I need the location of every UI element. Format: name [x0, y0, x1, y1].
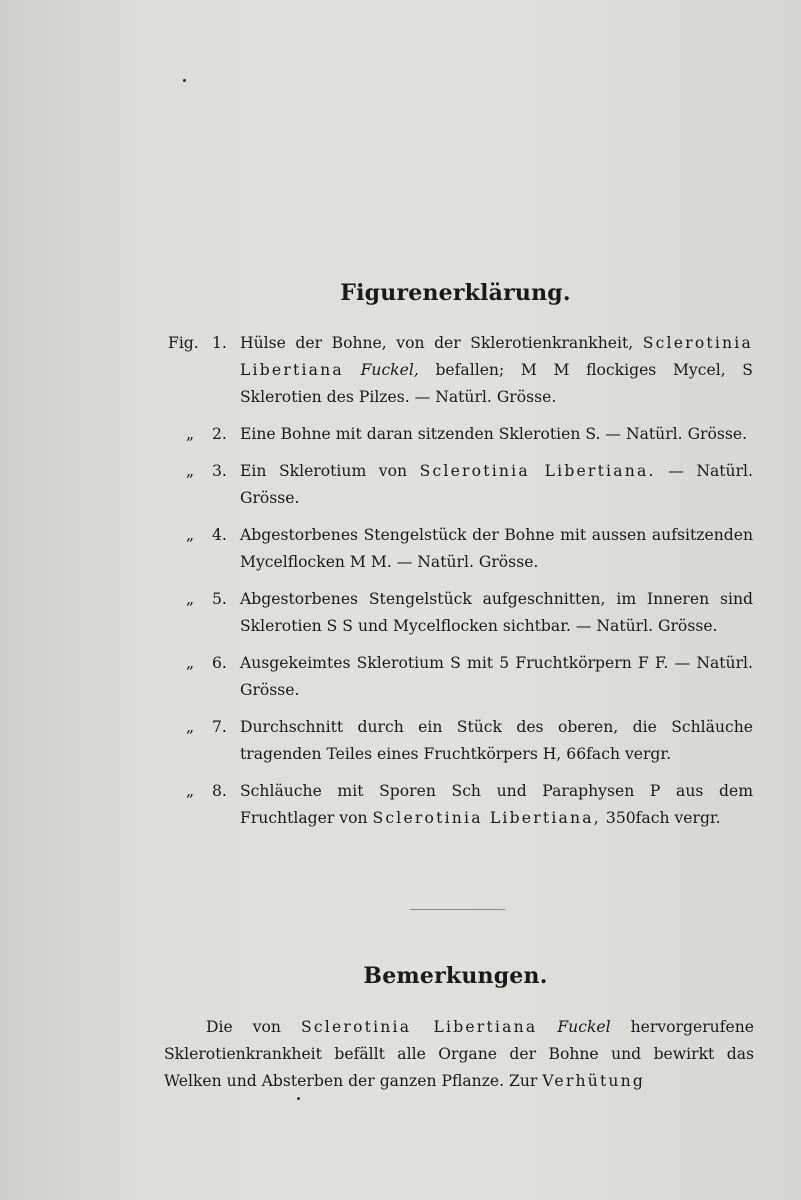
text-run: Fuckel,: [360, 361, 419, 379]
figure-lead: Fig.: [168, 334, 199, 352]
figure-lead: „: [186, 462, 195, 480]
figure-description: [240, 586, 753, 640]
figure-number: 5.: [212, 590, 227, 608]
figure-caption-item: [168, 586, 753, 640]
figure-number: 4.: [212, 526, 227, 544]
text-run: Schläuche mit Sporen Sch und Paraphysen P aus dem Fruchtlager von: [240, 782, 753, 827]
figure-caption-item: [168, 458, 753, 512]
figure-number: 7.: [212, 718, 227, 736]
section-heading-figure-legend: Figurenerklärung.: [340, 280, 571, 306]
section-heading-remarks: Bemerkungen.: [363, 963, 548, 989]
text-run: Durchschnitt durch ein Stück des oberen, die Schläuche tragenden Teiles eines Fruchtkörpers H, 66fach vergr.: [240, 718, 753, 763]
figure-number: 3.: [212, 462, 227, 480]
text-run: befallen; M M flockiges Mycel, S Sklerotien des Pilzes. — Natürl. Grösse.: [240, 361, 753, 406]
figure-number: 6.: [212, 654, 227, 672]
text-run: hervorgerufene Sklerotienkrankheit befällt alle Organe der Bohne und bewirkt das Welken und Absterben der ganzen Pflanze. Zur: [164, 1018, 754, 1090]
text-run: Fuckel: [557, 1018, 611, 1036]
figure-lead: „: [186, 718, 195, 736]
section-divider: [410, 909, 505, 910]
text-run: [537, 1018, 557, 1036]
figure-lead: „: [186, 654, 195, 672]
figure-lead: „: [186, 526, 195, 544]
text-run: Sclerotinia Libertiana: [300, 1018, 538, 1036]
speck: [183, 79, 186, 82]
speck: [297, 1097, 300, 1100]
text-run: 350fach vergr.: [600, 809, 721, 827]
text-run: Die von: [206, 1018, 301, 1036]
figure-description: [240, 458, 753, 512]
figure-caption-item: [168, 522, 753, 576]
text-run: Ausgekeimtes Sklerotium S mit 5 Fruchtkörpern F F. — Natürl. Grösse.: [240, 654, 753, 699]
figure-caption-item: [168, 421, 753, 448]
figure-caption-item: [168, 714, 753, 768]
figure-description: [240, 714, 753, 768]
figure-description: [240, 650, 753, 704]
figure-lead: „: [186, 425, 195, 443]
figure-lead: „: [186, 782, 195, 800]
text-run: Sclerotinia Libertiana,: [372, 809, 601, 827]
figure-caption-item: [168, 330, 753, 411]
text-run: Ein Sklerotium von: [240, 462, 420, 480]
figure-caption-item: [168, 778, 753, 832]
text-run: [344, 361, 361, 379]
figure-description: [240, 778, 753, 832]
text-run: Abgestorbenes Stengelstück aufgeschnitten, im Inneren sind Sklerotien S S und Mycelflocken sichtbar. — Natürl. Grösse.: [240, 590, 753, 635]
figure-caption-item: [168, 650, 753, 704]
text-run: Eine Bohne mit daran sitzenden Sklerotien S. — Natürl. Grösse.: [240, 425, 748, 443]
figure-lead: „: [186, 590, 195, 608]
text-run: Hülse der Bohne, von der Sklerotienkrankheit,: [240, 334, 643, 352]
text-run: Verhütung: [542, 1072, 646, 1090]
text-run: — Natürl. Grösse.: [240, 462, 753, 507]
figure-number: 8.: [212, 782, 227, 800]
figure-description: [240, 330, 753, 411]
figure-number: 1.: [212, 334, 227, 352]
text-run: Sclerotinia Libertiana.: [419, 462, 656, 480]
figure-number: 2.: [212, 425, 227, 443]
figure-description: [240, 421, 753, 448]
text-run: Sclerotinia Libertiana: [240, 334, 753, 379]
figure-list: [168, 330, 753, 842]
remarks-paragraph: [164, 1014, 754, 1095]
figure-description: [240, 522, 753, 576]
text-run: Abgestorbenes Stengelstück der Bohne mit aussen aufsitzenden Mycelflocken M M. — Natürl. Grösse.: [240, 526, 753, 571]
